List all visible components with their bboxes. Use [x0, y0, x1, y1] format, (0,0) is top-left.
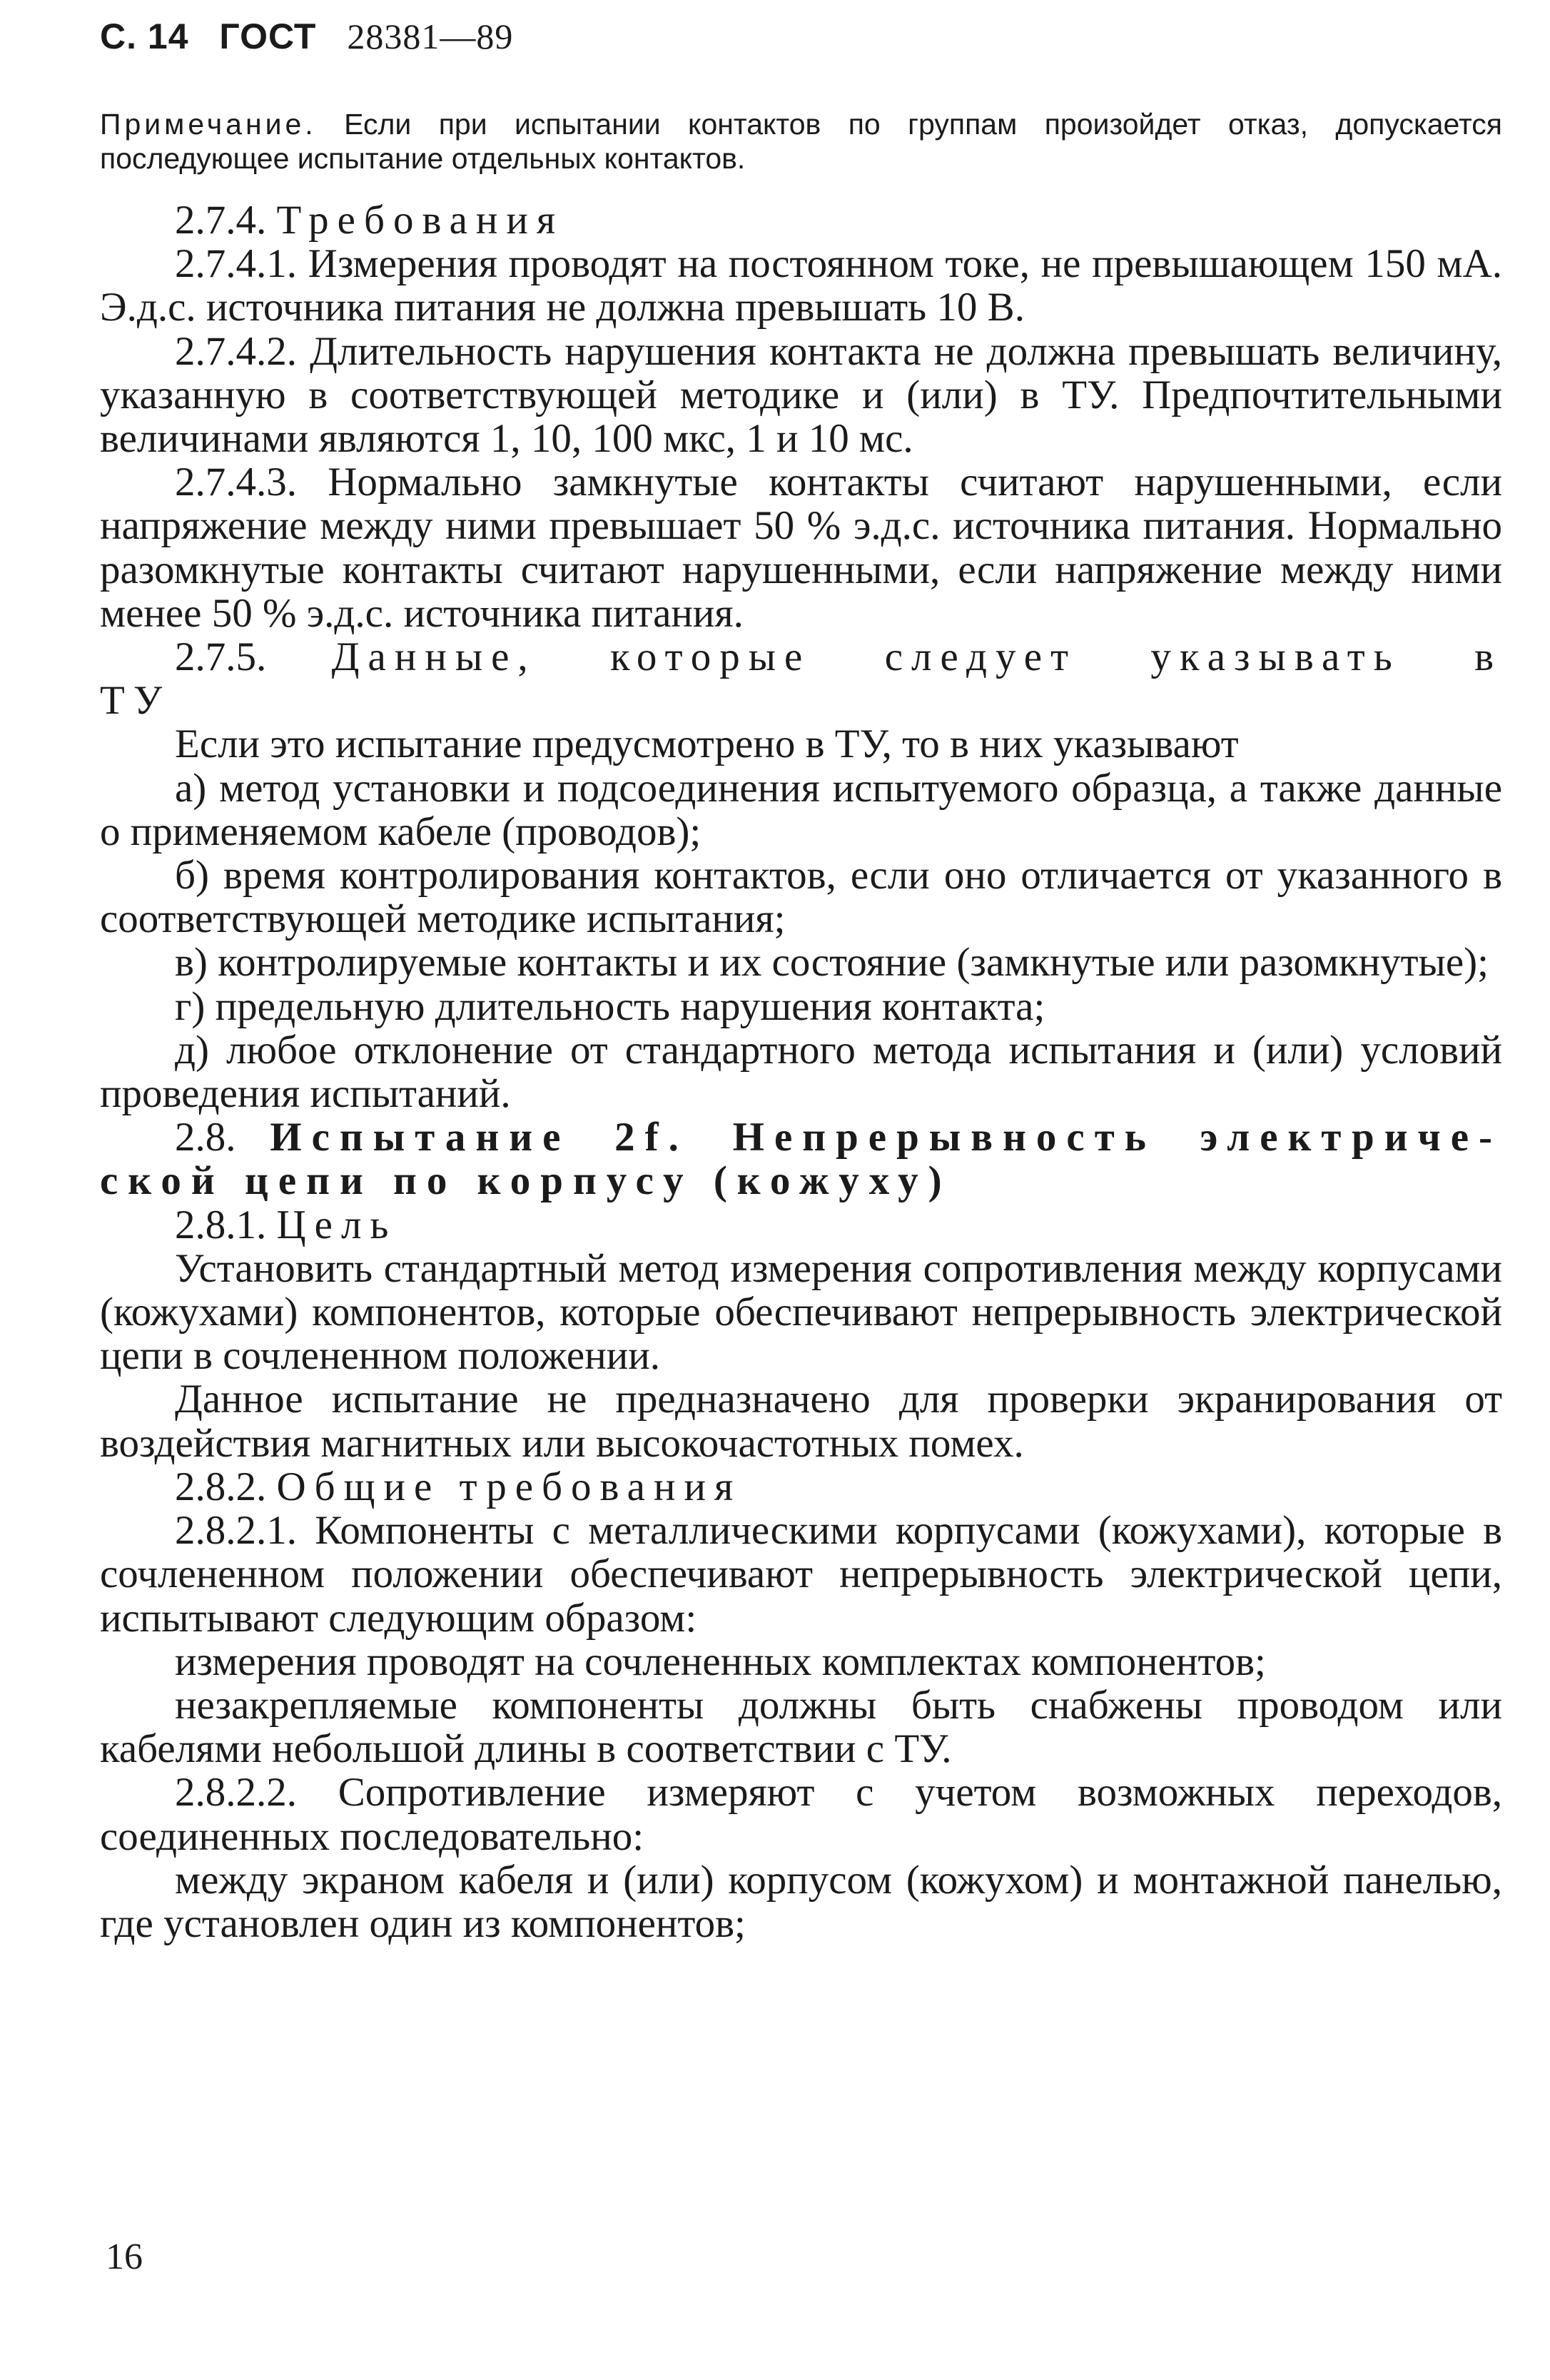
paragraph-2-8-1-scope: Данное испытание не предназначено для проверки экранирования от воздействия магнитных или высокочастотных помех.: [100, 1377, 1502, 1466]
section-heading-2-8: [100, 1115, 1502, 1159]
section-title: Общие требования: [276, 1464, 742, 1509]
section-number: 2.8.2.: [175, 1464, 267, 1509]
paragraph-2-7-5-intro: Если это испытание предусмотрено в ТУ, то в них указывают: [175, 721, 1239, 767]
paragraph-2-8-2-2: 2.8.2.2. Сопротивление измеряют с учетом возможных переходов, соединенных последовательно:: [100, 1770, 1502, 1859]
page-number: 16: [106, 2237, 143, 2277]
section-title: Требования: [276, 198, 564, 243]
section-title: Испытание 2f. Непрерывность электриче-: [270, 1115, 1502, 1160]
list-item-d: г) предельную длительность нарушения контакта;: [175, 983, 1045, 1029]
section-number: 2.8.: [175, 1115, 236, 1160]
note-text: Если при испытании контактов по группам произойдет отказ, допускается последующее испытание отдельных контактов.: [100, 108, 1502, 175]
note-paragraph: [100, 107, 1502, 176]
list-item-e: д) любое отклонение от стандартного метода испытания и (или) условий проведения испытаний.: [100, 1027, 1502, 1117]
paragraph-2-8-2-2-a: между экраном кабеля и (или) корпусом (кожухом) и монтажной панелью, где установлен один из компонентов;: [100, 1857, 1502, 1946]
section-number: 2.8.1.: [175, 1202, 267, 1247]
paragraph-2-8-1-goal: Установить стандартный метод измерения сопротивления между корпусами (кожухами) компонентов, которые обеспечивают непрерывность электрической цепи в сочлененном положении.: [100, 1245, 1502, 1379]
section-heading-2-8-1: [100, 1203, 1502, 1247]
paragraph-2-8-2-1-b: незакрепляемые компоненты должны быть снабжены проводом или кабелями небольшой длины в соответствии с ТУ.: [100, 1682, 1502, 1772]
paragraph-2-8-2-1-a: измерения проводят на сочлененных комплектах компонентов;: [175, 1639, 1266, 1684]
list-item-a: а) метод установки и подсоединения испытуемого образца, а также данные о применяемом кабеле (проводов);: [100, 765, 1502, 854]
section-title: Данные, которые следует указывать в: [331, 634, 1502, 680]
section-heading-2-8-continued: [100, 1159, 1502, 1202]
section-title-continued: ТУ: [100, 678, 171, 724]
section-title: Цель: [276, 1202, 397, 1247]
standard-number: 28381—89: [347, 16, 514, 56]
page-header: [100, 16, 513, 57]
paragraph-2-7-4-2: 2.7.4.2. Длительность нарушения контакта не должна превышать величину, указанную в соответствующей методике и (или) в ТУ. Предпочтительными величинами являются 1, 10, 100 мкс, 1 и 10 мс.: [100, 328, 1502, 462]
standard-name: ГОСТ: [219, 16, 317, 56]
paragraph-2-7-4-3: 2.7.4.3. Нормально замкнутые контакты считают нарушенными, если напряжение между ними превышает 50 % э.д.с. источника питания. Нормально разомкнутые контакты считают нарушенными, если напряжение между ними менее 50 % э.д.с. источника питания.: [100, 460, 1502, 636]
section-heading-2-7-4: [100, 198, 1502, 242]
section-title-continued: ской цепи по корпусу (кожуху): [100, 1158, 952, 1204]
section-heading-2-8-2: [100, 1465, 1502, 1509]
list-item-b: б) время контролирования контактов, если оно отличается от указанного в соответствующей методике испытания;: [100, 853, 1502, 942]
paragraph-2-8-2-1: 2.8.2.1. Компоненты с металлическими корпусами (кожухами), которые в сочлененном положении обеспечивают непрерывность электрической цепи, испытывают следующим образом:: [100, 1508, 1502, 1641]
section-number: 2.7.4.: [175, 198, 267, 243]
section-heading-2-7-5-continued: [100, 679, 1502, 722]
paragraph-2-7-4-1: 2.7.4.1. Измерения проводят на постоянном токе, не превышающем 150 мА. Э.д.с. источника питания не должна превышать 10 В.: [100, 241, 1502, 330]
page-label: С. 14: [100, 16, 189, 56]
section-number: 2.7.5.: [175, 634, 267, 680]
note-label: Примечание.: [100, 108, 317, 141]
document-body: [100, 198, 1502, 1945]
section-heading-2-7-5: [100, 635, 1502, 679]
list-item-c: в) контролируемые контакты и их состояние (замкнутые или разомкнутые);: [175, 940, 1489, 986]
